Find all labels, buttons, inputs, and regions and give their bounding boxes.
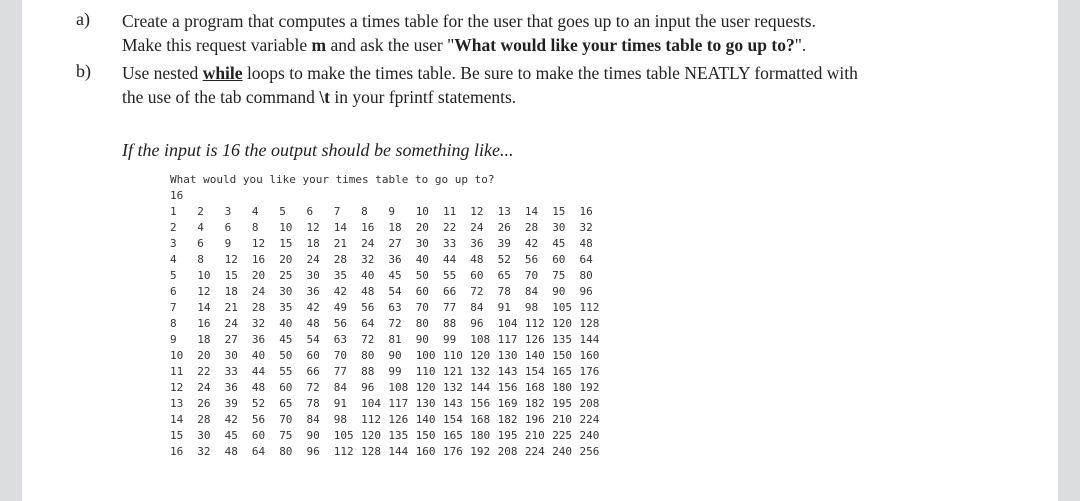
table-cell: 224 [579,413,600,426]
document-page [22,0,1058,501]
table-cell: 88 [443,317,457,330]
table-cell: 88 [361,365,375,378]
table-cell: 2 [170,221,177,234]
table-cell: 15 [279,237,293,250]
table-cell: 60 [251,429,266,442]
table-cell: 72 [361,333,375,346]
table-cell: 18 [197,333,211,346]
table-cell: 14 [197,301,211,314]
table-cell: 7 [170,301,177,314]
table-cell: 195 [497,429,518,442]
item-a-text [122,9,1002,57]
table-cell: 108 [470,333,491,346]
table-cell: 44 [251,365,266,378]
table-cell: 78 [306,397,320,410]
table-cell: 20 [197,349,211,362]
table-cell: 56 [251,413,266,426]
table-cell: 20 [279,253,293,266]
table-cell: 32 [361,253,375,266]
table-cell: 66 [443,285,457,298]
table-cell: 10 [197,269,211,282]
table-cell: 65 [497,269,511,282]
table-cell: 72 [470,285,484,298]
table-cell: 120 [552,317,573,330]
table-cell: 55 [443,269,457,282]
table-cell: 30 [197,429,211,442]
table-cell: 1 [170,205,177,218]
table-cell: 120 [361,429,381,442]
table-cell: 98 [524,301,539,314]
table-cell: 24 [224,317,238,330]
table-cell: 30 [415,237,429,250]
table-cell: 35 [333,269,348,282]
table-cell: 32 [251,317,266,330]
keyword-while: while [202,63,243,83]
table-cell: 117 [388,397,409,410]
table-row [170,204,630,220]
table-cell: 39 [497,237,511,250]
table-cell: 90 [306,429,320,442]
table-cell: 26 [497,221,511,234]
table-cell: 45 [388,269,402,282]
table-cell: 98 [333,413,348,426]
table-cell: 126 [388,413,409,426]
times-table [170,204,630,460]
table-cell: 165 [443,429,463,442]
table-cell: 70 [279,413,293,426]
table-cell: 50 [279,349,293,362]
table-cell: 11 [170,365,184,378]
table-cell: 55 [279,365,293,378]
table-cell: 18 [224,285,238,298]
table-cell: 3 [170,237,177,250]
text-run: ". [794,35,807,55]
table-cell: 84 [306,413,320,426]
table-cell: 50 [415,269,429,282]
table-cell: 64 [579,253,593,266]
table-cell: 10 [415,205,429,218]
table-cell: 36 [388,253,402,266]
table-cell: 42 [306,301,320,314]
table-cell: 8 [170,317,177,330]
table-cell: 225 [552,429,573,442]
table-cell: 90 [552,285,566,298]
table-cell: 132 [470,365,491,378]
table-cell: 7 [333,205,341,218]
table-cell: 112 [333,445,354,458]
table-cell: 25 [279,269,293,282]
table-cell: 140 [524,349,545,362]
table-cell: 110 [415,365,436,378]
table-cell: 160 [415,445,436,458]
item-b-line2 [122,85,1002,109]
table-cell: 99 [443,333,457,346]
table-cell: 64 [251,445,266,458]
table-cell: 9 [388,205,396,218]
table-cell: 54 [306,333,320,346]
table-cell: 45 [279,333,293,346]
table-cell: 45 [224,429,238,442]
table-cell: 96 [361,381,375,394]
table-cell: 54 [388,285,402,298]
table-cell: 108 [388,381,409,394]
table-cell: 35 [279,301,293,314]
table-cell: 36 [224,381,238,394]
table-cell: 40 [361,269,375,282]
table-cell: 192 [579,381,600,394]
table-cell: 70 [415,301,429,314]
item-b-line1 [122,61,1002,85]
table-cell: 27 [388,237,402,250]
table-cell: 63 [388,301,402,314]
table-cell: 156 [470,397,491,410]
text-run: the use of the tab command [122,87,320,107]
table-cell: 135 [388,429,409,442]
table-cell: 3 [224,205,232,218]
table-cell: 30 [552,221,566,234]
table-cell: 165 [552,365,573,378]
table-cell: 24 [306,253,320,266]
item-a-label: a) [76,9,90,29]
table-cell: 70 [524,269,539,282]
table-cell: 156 [497,381,518,394]
table-cell: 22 [443,221,457,234]
table-cell: 10 [279,221,293,234]
table-cell: 75 [279,429,293,442]
table-cell: 42 [333,285,348,298]
item-b-label: b) [76,61,91,81]
table-cell: 6 [306,205,314,218]
table-cell: 72 [306,381,320,394]
table-cell: 105 [552,301,573,314]
table-cell: 28 [197,413,211,426]
table-cell: 16 [251,253,266,266]
table-cell: 9 [224,237,232,250]
table-cell: 24 [361,237,375,250]
table-cell: 150 [415,429,436,442]
table-cell: 100 [415,349,436,362]
table-cell: 15 [552,205,566,218]
table-cell: 110 [443,349,463,362]
table-cell: 208 [497,445,518,458]
table-cell: 105 [333,429,354,442]
table-cell: 143 [497,365,518,378]
table-cell: 40 [279,317,293,330]
table-cell: 169 [497,397,518,410]
table-cell: 48 [306,317,320,330]
table-cell: 90 [415,333,429,346]
table-cell: 56 [333,317,348,330]
table-cell: 121 [443,365,463,378]
table-cell: 12 [224,253,238,266]
table-cell: 27 [224,333,238,346]
table-cell: 66 [306,365,320,378]
table-cell: 14 [333,221,348,234]
table-cell: 84 [333,381,348,394]
table-cell: 144 [470,381,491,394]
table-cell: 154 [524,365,545,378]
table-cell: 60 [470,269,484,282]
table-row [170,316,630,332]
table-cell: 240 [579,429,600,442]
table-cell: 48 [224,445,238,458]
console-output [170,172,630,460]
table-cell: 104 [361,397,381,410]
table-cell: 60 [415,285,429,298]
item-a-line2 [122,33,1002,57]
table-row [170,332,630,348]
table-cell: 176 [443,445,463,458]
table-cell: 36 [470,237,484,250]
table-cell: 120 [415,381,436,394]
table-cell: 5 [279,205,286,218]
table-cell: 176 [579,365,600,378]
table-row [170,348,630,364]
table-cell: 210 [552,413,573,426]
table-cell: 16 [170,445,184,458]
table-cell: 22 [197,365,211,378]
table-row [170,412,630,428]
text-run: Use nested [122,63,203,83]
table-cell: 4 [251,205,259,218]
table-row [170,252,630,268]
table-cell: 11 [443,205,457,218]
table-cell: 168 [524,381,545,394]
table-cell: 40 [415,253,429,266]
table-cell: 12 [197,285,211,298]
table-cell: 154 [443,413,463,426]
table-cell: 16 [579,205,593,218]
table-cell: 32 [197,445,211,458]
table-cell: 60 [306,349,320,362]
item-b-text [122,61,1002,109]
table-cell: 21 [333,237,348,250]
table-cell: 8 [361,205,368,218]
table-cell: 96 [306,445,320,458]
table-cell: 63 [333,333,348,346]
table-cell: 18 [388,221,402,234]
table-cell: 12 [470,205,484,218]
table-cell: 6 [224,221,232,234]
table-row [170,444,630,460]
table-cell: 80 [579,269,593,282]
table-cell: 112 [579,301,600,314]
table-cell: 84 [470,301,484,314]
text-run: loops to make the times table. Be sure to make the times table NEATLY formatted with [242,63,858,83]
table-cell: 2 [197,205,204,218]
table-row [170,284,630,300]
table-cell: 72 [388,317,402,330]
table-cell: 9 [170,333,177,346]
table-cell: 32 [579,221,593,234]
table-cell: 117 [497,333,518,346]
table-row [170,220,630,236]
table-cell: 75 [552,269,566,282]
table-cell: 60 [552,253,566,266]
table-cell: 104 [497,317,518,330]
table-row [170,364,630,380]
table-cell: 4 [197,221,204,234]
console-prompt: What would you like your times table to go up to? [170,173,495,186]
table-cell: 120 [470,349,491,362]
table-cell: 96 [470,317,484,330]
table-cell: 36 [306,285,320,298]
table-cell: 5 [170,269,177,282]
table-cell: 14 [524,205,539,218]
table-row [170,268,630,284]
table-cell: 15 [224,269,238,282]
table-cell: 14 [170,413,184,426]
variable-m: m [311,35,327,55]
table-cell: 112 [361,413,381,426]
table-cell: 48 [579,237,593,250]
table-cell: 80 [279,445,293,458]
table-cell: 91 [333,397,348,410]
table-cell: 78 [497,285,511,298]
table-cell: 196 [524,413,545,426]
table-cell: 28 [524,221,539,234]
table-cell: 36 [251,333,266,346]
table-cell: 13 [170,397,184,410]
table-cell: 13 [497,205,511,218]
text-run: and ask the user " [326,35,455,55]
table-cell: 16 [361,221,375,234]
table-cell: 180 [470,429,491,442]
table-cell: 60 [279,381,293,394]
table-cell: 132 [443,381,463,394]
table-cell: 195 [552,397,573,410]
table-cell: 33 [224,365,238,378]
table-cell: 84 [524,285,539,298]
table-cell: 28 [333,253,348,266]
table-cell: 39 [224,397,238,410]
text-run: Make this request variable [122,35,312,55]
table-cell: 48 [470,253,484,266]
console-input: 16 [170,189,184,202]
table-cell: 18 [306,237,320,250]
table-cell: 20 [251,269,266,282]
table-cell: 26 [197,397,211,410]
table-cell: 90 [388,349,402,362]
table-row [170,380,630,396]
table-cell: 56 [361,301,375,314]
table-row [170,236,630,252]
table-cell: 99 [388,365,402,378]
table-cell: 77 [443,301,457,314]
table-cell: 28 [251,301,266,314]
table-cell: 180 [552,381,573,394]
table-cell: 21 [224,301,238,314]
table-cell: 40 [251,349,266,362]
table-row [170,428,630,444]
table-cell: 12 [306,221,320,234]
table-cell: 42 [524,237,539,250]
table-cell: 192 [470,445,491,458]
table-cell: 135 [552,333,573,346]
table-cell: 91 [497,301,511,314]
table-cell: 80 [415,317,429,330]
table-cell: 65 [279,397,293,410]
table-cell: 77 [333,365,348,378]
table-cell: 224 [524,445,545,458]
table-cell: 49 [333,301,348,314]
table-cell: 52 [497,253,511,266]
table-cell: 48 [361,285,375,298]
table-cell: 144 [388,445,409,458]
table-cell: 128 [361,445,381,458]
text-run: in your fprintf statements. [330,87,517,107]
table-cell: 96 [579,285,593,298]
table-cell: 20 [415,221,429,234]
item-a-line1: Create a program that computes a times table for the user that goes up to an input the user requests. [122,11,816,31]
table-cell: 16 [197,317,211,330]
table-cell: 8 [251,221,259,234]
table-cell: 4 [170,253,177,266]
table-cell: 160 [579,349,600,362]
table-cell: 144 [579,333,600,346]
table-cell: 24 [197,381,211,394]
table-cell: 168 [470,413,491,426]
table-cell: 126 [524,333,545,346]
table-cell: 33 [443,237,457,250]
table-cell: 130 [415,397,436,410]
table-cell: 30 [224,349,238,362]
table-cell: 80 [361,349,375,362]
table-cell: 8 [197,253,204,266]
table-cell: 52 [251,397,266,410]
table-cell: 48 [251,381,266,394]
table-cell: 182 [497,413,518,426]
table-cell: 128 [579,317,600,330]
prompt-quote: What would like your times table to go up to? [454,35,795,55]
table-cell: 10 [170,349,184,362]
table-cell: 64 [361,317,375,330]
table-cell: 70 [333,349,348,362]
table-cell: 140 [415,413,436,426]
table-cell: 30 [306,269,320,282]
table-cell: 44 [443,253,457,266]
table-cell: 182 [524,397,545,410]
table-cell: 15 [170,429,184,442]
table-cell: 12 [251,237,266,250]
table-cell: 24 [251,285,266,298]
table-cell: 143 [443,397,463,410]
table-cell: 240 [552,445,573,458]
table-cell: 130 [497,349,518,362]
example-caption: If the input is 16 the output should be something like... [122,140,514,160]
table-cell: 81 [388,333,402,346]
table-cell: 56 [524,253,539,266]
table-row [170,396,630,412]
table-cell: 150 [552,349,573,362]
table-cell: 42 [224,413,238,426]
table-cell: 6 [170,285,177,298]
table-cell: 112 [524,317,545,330]
table-cell: 6 [197,237,204,250]
table-cell: 256 [579,445,600,458]
table-row [170,300,630,316]
table-cell: 12 [170,381,184,394]
table-cell: 24 [470,221,484,234]
tab-escape: \t [319,87,331,107]
table-cell: 208 [579,397,600,410]
table-cell: 30 [279,285,293,298]
table-cell: 210 [524,429,545,442]
table-cell: 45 [552,237,566,250]
